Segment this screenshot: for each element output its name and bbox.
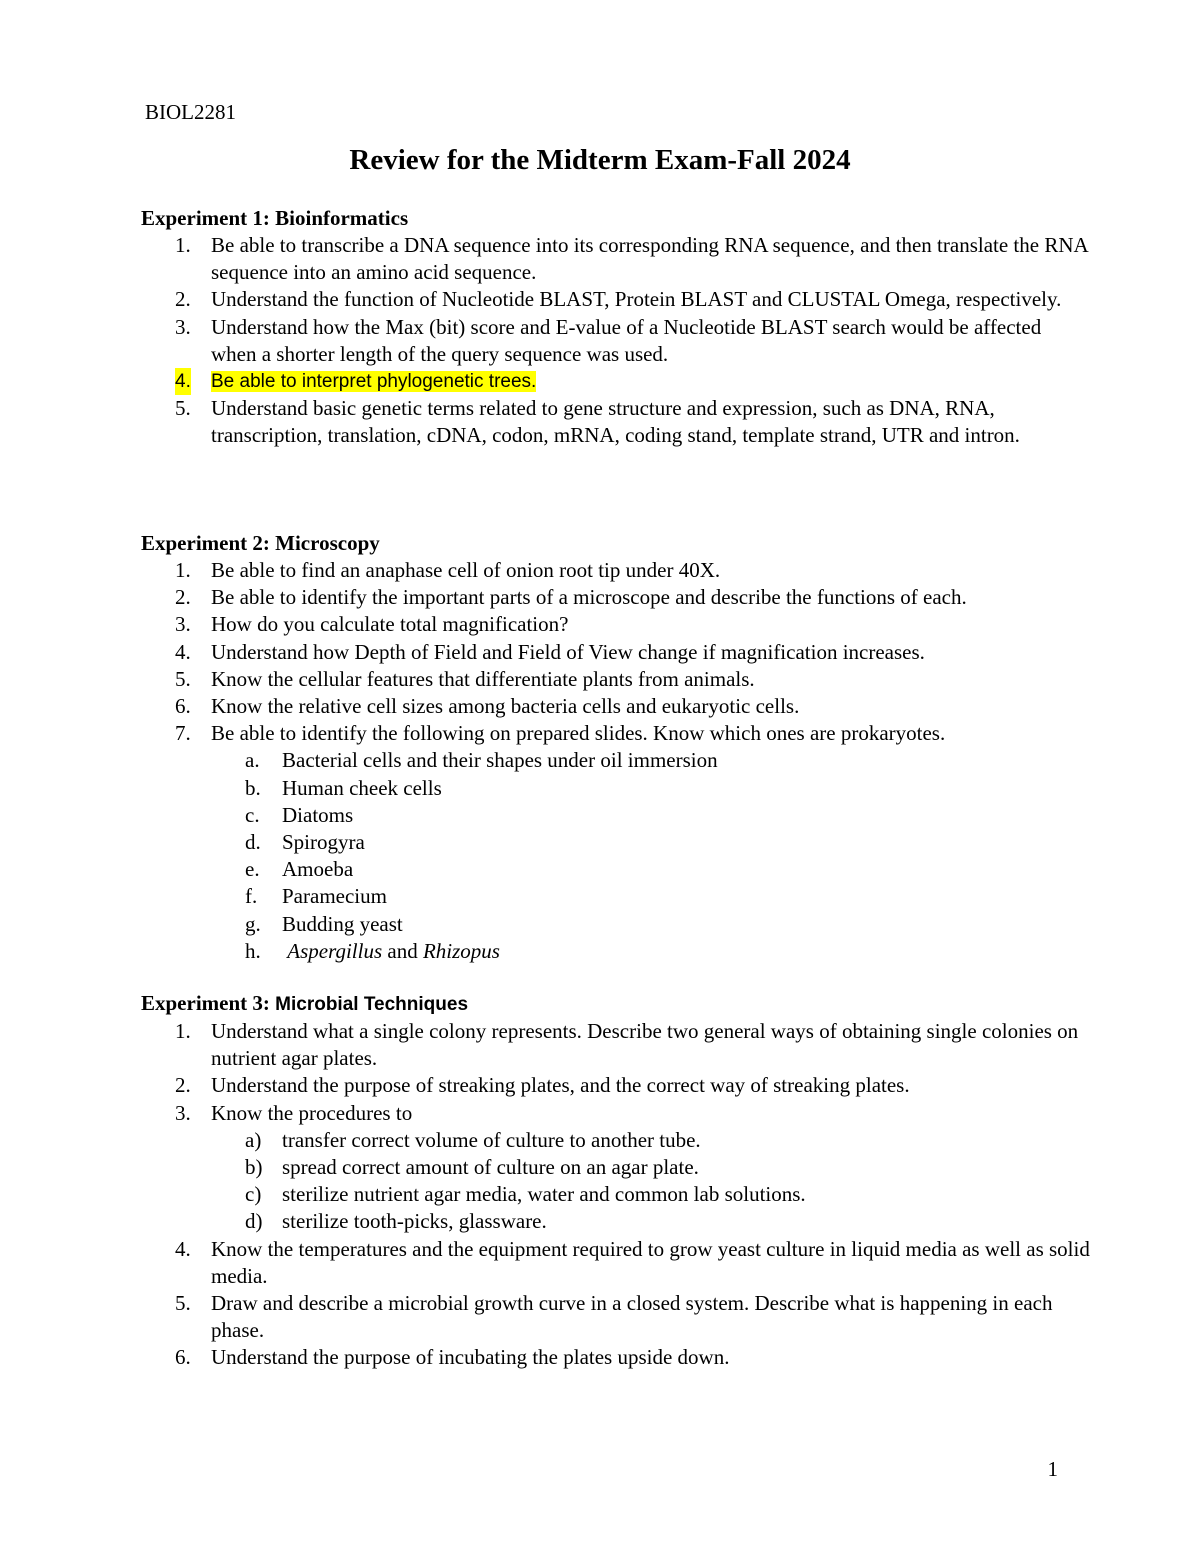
exp2-list	[141, 557, 1091, 747]
exp3-list-continued	[141, 1236, 1091, 1372]
page-title: Review for the Midterm Exam-Fall 2024	[349, 144, 851, 176]
highlight: Be able to interpret phylogenetic trees.	[211, 371, 537, 393]
list-item: 4. Know the temperatures and the equipment required to grow yeast culture in liquid media as well as solid media.	[175, 1236, 1090, 1288]
sub-list-item: a) transfer correct volume of culture to another tube.	[245, 1127, 701, 1152]
highlighted-list-item: 4. Be able to interpret phylogenetic trees.	[141, 368, 1091, 395]
list-item: 1. Be able to find an anaphase cell of onion root tip under 40X.	[175, 558, 721, 582]
list-item: 5. Know the cellular features that differentiate plants from animals.	[175, 666, 755, 691]
list-item: 3. Know the procedures to	[175, 1100, 413, 1125]
section-experiment-1	[141, 205, 1091, 450]
sub-list-item: d. Spirogyra	[245, 830, 365, 855]
section-heading: Experiment 1: Bioinformatics	[141, 206, 409, 230]
sub-list-item: f. Paramecium	[245, 884, 387, 909]
sub-list-item: c) sterilize nutrient agar media, water and common lab solutions.	[245, 1182, 806, 1207]
list-item: 3. Understand how the Max (bit) score and E-value of a Nucleotide BLAST search would be affected when a shorter length of the query sequence was used.	[175, 314, 1042, 366]
sub-list-item: d) sterilize tooth-picks, glassware.	[245, 1209, 547, 1234]
sub-list-item: a. Bacterial cells and their shapes under oil immersion	[245, 748, 718, 773]
exp3-sublist	[141, 1127, 1091, 1236]
sub-list-item: b. Human cheek cells	[245, 775, 442, 800]
exp3-list	[141, 1018, 1091, 1127]
exp1-list	[141, 232, 1091, 450]
list-item: 6. Know the relative cell sizes among bacteria cells and eukaryotic cells.	[175, 694, 800, 719]
list-item: 7. Be able to identify the following on prepared slides. Know which ones are prokaryotes.	[175, 721, 946, 746]
section-heading: Experiment 3: Microbial Techniques	[141, 991, 469, 1015]
sub-list-item: h. Aspergillus and Rhizopus	[245, 938, 500, 963]
section-experiment-2	[141, 530, 1091, 965]
sub-list-item: e. Amoeba	[245, 857, 354, 882]
sub-list-item: c. Diatoms	[245, 802, 354, 827]
list-item: 5. Draw and describe a microbial growth curve in a closed system. Describe what is happening in each phase.	[175, 1291, 1053, 1343]
list-item: 6. Understand the purpose of incubating the plates upside down.	[175, 1345, 730, 1370]
list-item: 4. Understand how Depth of Field and Field of View change if magnification increases.	[175, 639, 925, 664]
list-item: 2. Understand the function of Nucleotide BLAST, Protein BLAST and CLUSTAL Omega, respectively.	[175, 287, 1062, 312]
course-code: BIOL2281	[145, 100, 236, 124]
list-item: 2. Understand the purpose of streaking plates, and the correct way of streaking plates.	[175, 1073, 910, 1098]
page-number: 1	[1047, 1457, 1058, 1481]
list-item: 1. Understand what a single colony represents. Describe two general ways of obtaining single colonies on nutrient agar plates.	[175, 1019, 1079, 1071]
list-item: 5. Understand basic genetic terms related to gene structure and expression, such as DNA, RNA, transcription, translation, cDNA, codon, mRNA, coding stand, template strand, UTR and intron.	[175, 396, 1020, 448]
section-experiment-3	[141, 990, 1091, 1372]
list-item: 1. Be able to transcribe a DNA sequence into its corresponding RNA sequence, and then translate the RNA sequence into an amino acid sequence.	[175, 233, 1088, 285]
sub-list-item: g. Budding yeast	[245, 911, 403, 936]
exp2-sublist	[141, 747, 1091, 965]
list-item: 3. How do you calculate total magnification?	[175, 612, 569, 637]
section-heading: Experiment 2: Microscopy	[141, 531, 380, 555]
sub-list-item: b) spread correct amount of culture on an agar plate.	[245, 1155, 699, 1180]
list-item: 2. Be able to identify the important parts of a microscope and describe the functions of each.	[175, 585, 967, 610]
